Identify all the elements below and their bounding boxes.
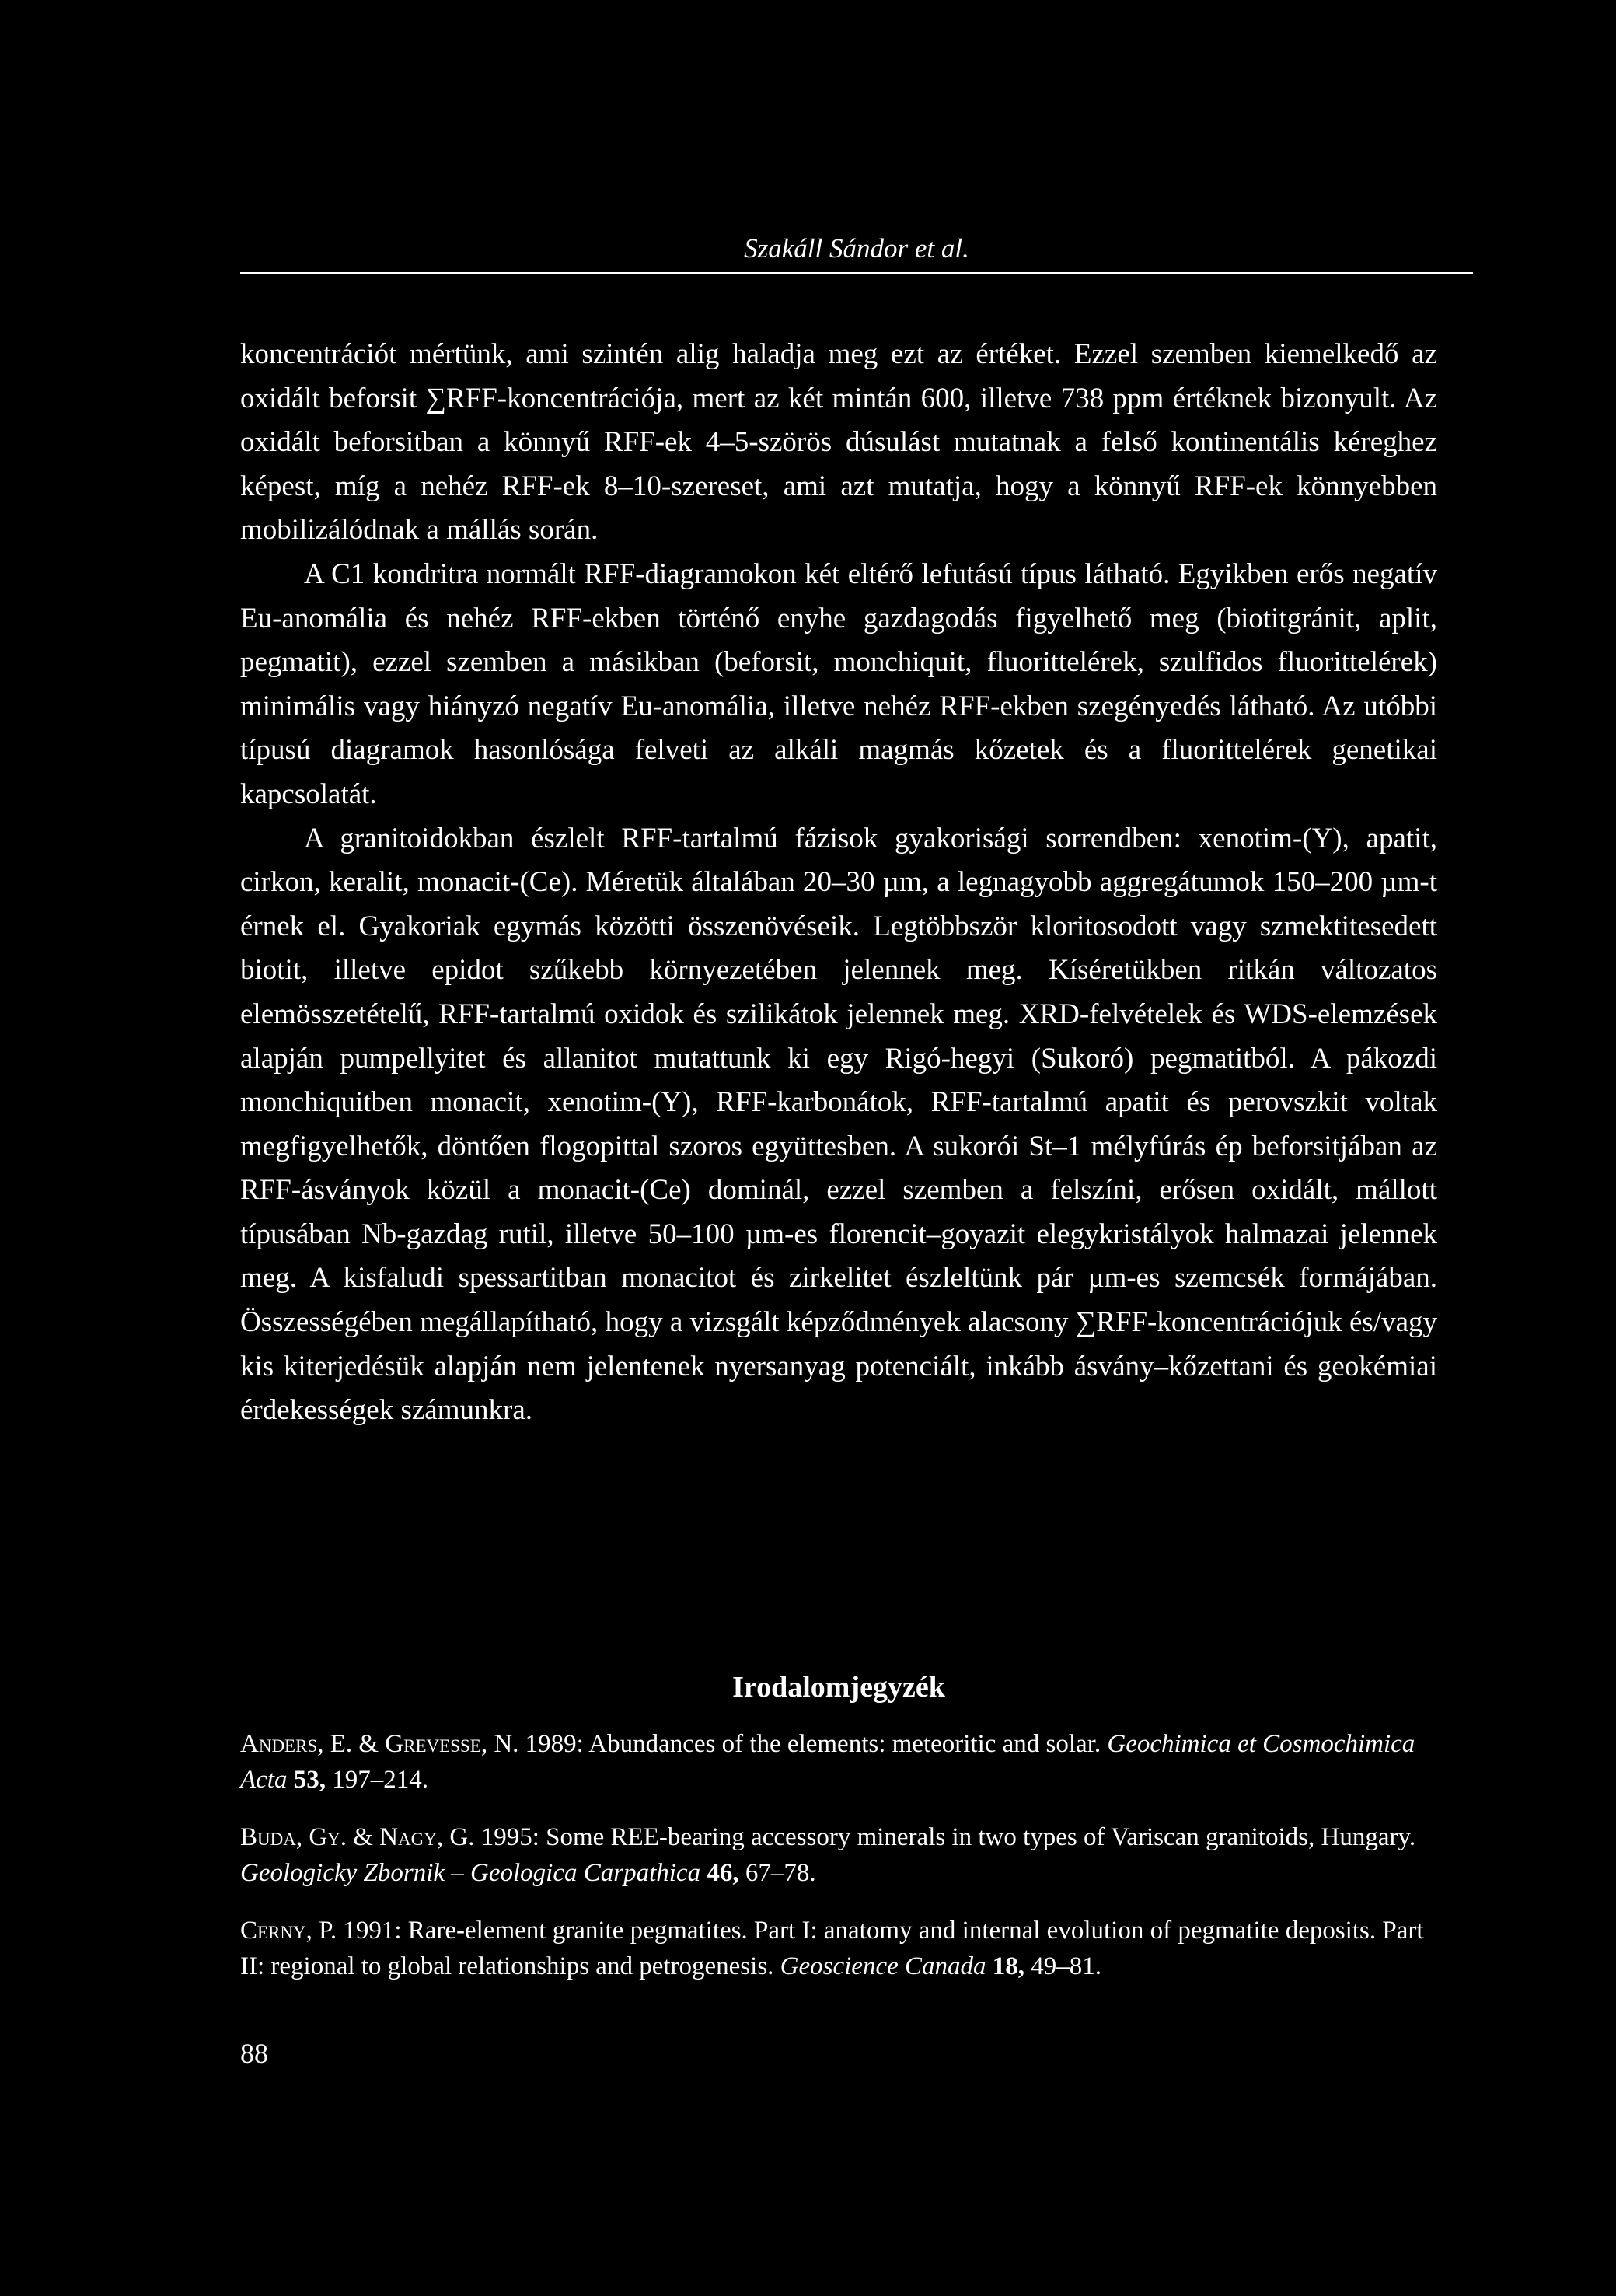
reference-pages: 49–81. [1024, 1952, 1102, 1980]
reference-title: 1991: Rare-element granite pegmatites. Part I: anatomy and internal evolution of pegmatite deposits. Part II: regional to global relationships and petrogenesis. [240, 1917, 1424, 1980]
header-rule [240, 272, 1473, 274]
paragraph: A granitoidokban észlelt RFF-tartalmú fázisok gyakorisági sorrendben: xenotim-(Y), apatit, cirkon, keralit, monacit-(Ce). Méretük általában 20–30 µm, a legnagyobb aggregátumok 150–200 µm-t érnek el. Gyakoriak egymás közötti összenövéseik. Legtöbbször kloritosodott vagy szmektitesedett biotit, illetve epidot szűkebb környezetében jelennek meg. Kíséretükben ritkán változatos elemösszetételű, RFF-tartalmú oxidok és szilikátok jelennek meg. XRD-felvételek és WDS-elemzések alapján pumpellyitet és allanitot mutattunk ki egy Rigó-hegyi (Sukoró) pegmatitból. A pákozdi monchiquitben monacit, xenotim-(Y), RFF-karbonátok, RFF-tartalmú apatit és perovszkit voltak megfigyelhetők, döntően flogopittal szoros együttesben. A sukorói St–1 mélyfúrás ép beforsitjában az RFF-ásványok közül a monacit-(Ce) dominál, ezzel szemben a felszíni, erősen oxidált, mállott típusában Nb-gazdag rutil, illetve 50–100 µm-es florencit–goyazit elegykristályok halmazai jelennek meg. A kisfaludi spessartitban monacitot és zirkelitet észleltünk pár µm-es szemcsék formájában. Összességében megállapítható, hogy a vizsgált képződmények alacsony ∑RFF-koncentrációjuk és/vagy kis kiterjedésük alapján nem jelentenek nyersanyag potenciált, inkább ásvány–kőzettani és geokémiai érdekességek számunkra. [240, 822, 1437, 1427]
reference-pages: 67–78. [738, 1859, 816, 1887]
reference-volume: 18, [992, 1952, 1025, 1980]
reference-journal: Geochimica et Cosmochimica Acta [240, 1730, 1415, 1794]
reference-journal: Geoscience Canada [780, 1952, 986, 1980]
paragraph: A C1 kondritra normált RFF-diagramokon két eltérő lefutású típus látható. Egyikben erős negatív Eu-anomália és nehéz RFF-ekben történő enyhe gazdagodás figyelhető meg (biotitgránit, aplit, pegmatit), ezzel szemben a másikban (beforsit, monchiquit, fluorittelérek, szulfidos fluorittelérek) minimális vagy hiányzó negatív Eu-anomália, illetve nehéz RFF-ekben szegényedés látható. Az utóbbi típusú diagramok hasonlósága felveti az alkáli magmás kőzetek és a fluorittelérek genetikai kapcsolatát. [240, 557, 1437, 810]
reference-item [240, 1819, 1437, 1891]
references-list [240, 1726, 1437, 2006]
reference-title: 1995: Some REE-bearing accessory minerals in two types of Variscan granitoids, Hungary. [474, 1823, 1416, 1851]
body-text [240, 333, 1437, 1433]
references-title: Irodalomjegyzék [732, 1671, 945, 1704]
paragraph: koncentrációt mértünk, ami szintén alig haladja meg ezt az értéket. Ezzel szemben kiemelkedő az oxidált beforsit ∑RFF-koncentrációja, mert az két mintán 600, illetve 738 ppm értéknek bizonyult. Az oxidált beforsitban a könnyű RFF-ek 4–5-szörös dúsulást mutatnak a felső kontinentális kéreghez képest, míg a nehéz RFF-ek 8–10-szereset, ami azt mutatja, hogy a könnyű RFF-ek könnyebben mobilizálódnak a mállás során. [240, 338, 1437, 547]
reference-title: 1989: Abundances of the elements: meteoritic and solar. [518, 1730, 1108, 1758]
reference-item [240, 1726, 1437, 1798]
reference-authors: Buda, Gy. & Nagy, G. [240, 1823, 475, 1851]
reference-pages: 197–214. [325, 1766, 428, 1794]
reference-journal: Geologicky Zbornik – Geologica Carpathica [240, 1859, 701, 1887]
reference-volume: 53, [293, 1766, 326, 1794]
page-number: 88 [240, 2038, 268, 2069]
reference-authors: Anders, E. & Grevesse, N. [240, 1730, 519, 1758]
running-header: Szakáll Sándor et al. [744, 233, 969, 264]
reference-volume: 46, [707, 1859, 739, 1887]
reference-item [240, 1913, 1437, 1984]
reference-authors: Cerny, P. [240, 1917, 337, 1945]
